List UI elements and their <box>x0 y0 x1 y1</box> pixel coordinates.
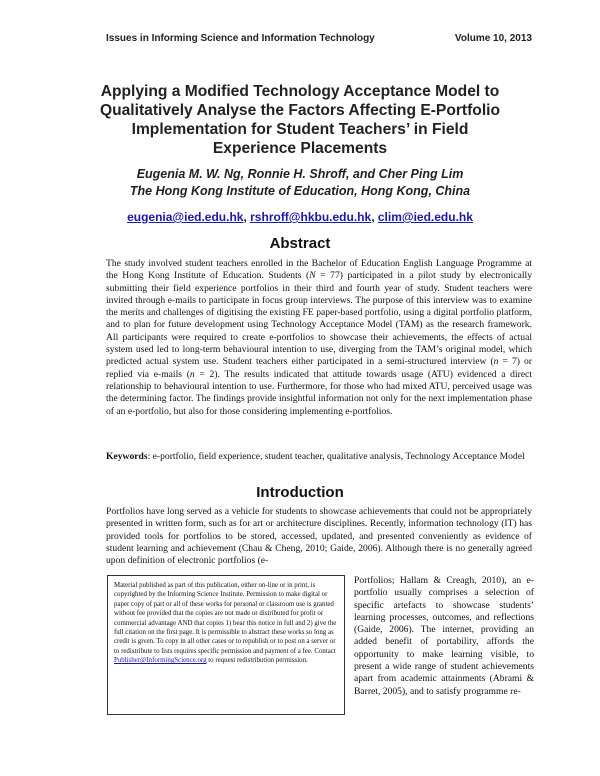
author-emails <box>90 210 510 224</box>
email-link-3[interactable]: clim@ied.edu.hk <box>377 210 473 224</box>
email-separator: , <box>371 210 378 224</box>
copyright-notice-box: Material published as part of this publication, either on-line or in print, is copyrighted by the Informing Science Institute. Permission to make digital or paper copy of part or all of these works for personal or classroom use is granted without fee provided that the copies are not made or distributed for profit or commercial advantage AND that copies 1) bear this notice in full and 2) give the full citation on the first page. It is permissible to abstract these works so long as credit is given. To copy in all other cases or to republish or to post on a server or to redistribute to lists requires specific permission and payment of a fee. Contact Publisher@InformingScience.org to request redistribution permission. <box>107 575 345 715</box>
author-block <box>90 166 510 200</box>
keywords-label: Keywords <box>106 451 148 462</box>
email-separator: , <box>243 210 251 224</box>
email-link-1[interactable]: eugenia@ied.edu.hk <box>127 210 244 224</box>
paper-title: Applying a Modified Technology Acceptance Model to Qualitatively Analyse the Factors Affecting E-Portfolio Implementation for Student Teachers’ in Field Experience Placements <box>99 83 501 157</box>
keywords: Keywords: e-portfolio, field experience, student teacher, qualitative analysis, Technology Acceptance Model <box>106 451 525 462</box>
introduction-heading: Introduction <box>256 484 344 501</box>
running-header-volume: Volume 10, 2013 <box>454 33 532 44</box>
abstract-paragraph: The study involved student teachers enrolled in the Bachelor of Education English Language Programme at the Hong Kong Institute of Education. Students (N = 77) participated in a pilot study by electronically submitting their field experience portfolios in their third and fourth year of study. Student teachers were invited through e-mails to participate in focus group interviews. The purpose of this interview was to examine the merits and challenges of digitising the existing FE paper-based portfolio, using a digital portfolio platform, and to plan for future development using Technology Acceptance Model (TAM) as the research framework. All participants were required to create e-portfolios to showcase their achievements, the effects of actual system used led to long-term behavioural intention to use, diverging from the TAM’s original model, which predicted actual system use. Student teachers either participated in a semi-structured interview (n = 7) or replied via e-mails (n = 2). The results indicated that attitude towards usage (ATU) evidenced a direct relationship to behavioural intention to use. Furthermore, for those who had mixed ATU, perceived usage was the determining factor. The findings provide insightful information not only for the next implementation phase of an e-portfolio, but also for those considering implementing e-portfolios. <box>106 258 533 417</box>
publisher-contact-link[interactable]: Publisher@InformingScience.org <box>114 657 207 665</box>
introduction-paragraph: Portfolios have long served as a vehicle for students to showcase achievements that could not be appropriately presented in written form, such as for art or architecture disciplines. Recently, information technology (IT) has provided tools for portfolios to be stored, accessed, updated, and presented conveniently as evidence of student learning and achievement (Chau & Cheng, 2010; Gaide, 2006). Although there is no generally agreed upon definition of electronic portfolios (e- <box>106 506 532 567</box>
email-link-2[interactable]: rshroff@hkbu.edu.hk <box>250 210 372 224</box>
running-header-journal: Issues in Informing Science and Information Technology <box>106 33 375 44</box>
author-names: Eugenia M. W. Ng, Ronnie H. Shroff, and Cher Ping Lim <box>136 167 464 181</box>
abstract-heading: Abstract <box>269 235 331 252</box>
author-affiliation: The Hong Kong Institute of Education, Hong Kong, China <box>129 184 471 198</box>
introduction-continued-column: Portfolios; Hallam & Creagh, 2010), an e-portfolio usually comprises a selection of specific artefacts to showcase students’ learning processes, outcomes, and reflections (Gaide, 2006). The internet, providing an added benefit of portability, affords the opportunity to make learning visible, to present a wide range of student achievements apart from academic attainments (Abrami & Barret, 2005), and to satisfy programme re- <box>354 575 534 697</box>
